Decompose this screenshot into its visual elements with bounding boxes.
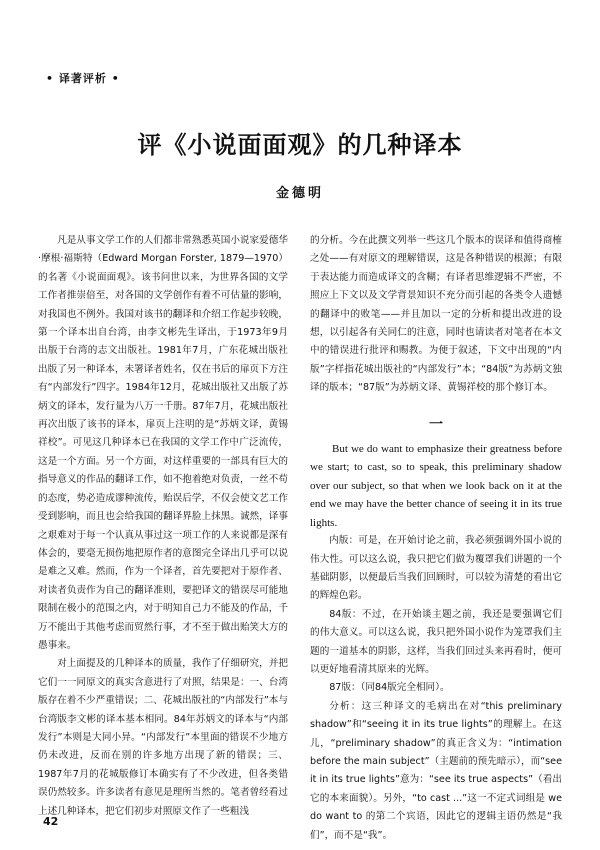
article-title: 评《小说面面观》的几种译本: [137, 130, 463, 159]
paragraph-quality-review: 对上面提及的几种译本的质量，我作了仔细研究，并把它们一一同原文的真实含意进行了对照，结果是：一、台湾版存在着不少严重错误；二、花城出版社的“内部发行”本与台湾版李文彬的译本基本相同。84年苏炳文的译本与“内部发行”本则是大同小异。“内部发行”本里面的错误不少地方仍未改进，反而在别的许多地方出现了新的错误；三、1987年7月的花城版修订本确实有了不少改进，但各类错误仍然较多。许多读者有意见是理所当然的。笔者曾经看过上述几种译本，把它们初步对照原文作了一些粗浅: [38, 658, 288, 817]
analysis-paragraph: 分析：这三种译文的毛病出在对“this preliminary shadow”和“seeing it in its true lights”的理解上。在这儿，“preliminary shadow”的真正含义为：“intimation before the main subject”（主题前的预先暗示），而“see it in its true lights”意为：“see its true aspects”（看出它的本来面貌）。另外，“to cast ...”这一不定式词组是 we do want to 的第二个宾语，因此它的逻辑主语仍然是“我们”，而不是“我”。: [310, 700, 562, 841]
translation-84ban: 84版：不过，在开始谈主题之前，我还是要强调它们的伟大意义。可以这么说，我只把外国小说作为笼罩我们主题的一道基本的阴影，这样，当我们回过头来再看时，便可以更好地看清其原来的光辉。: [310, 608, 562, 675]
english-quote: But we do want to emphasize their greatness before we start; to cast, so to speak, this preliminary shadow over our subject, so that when we look back on it at the end we may have the better chance of seeing it in its true lights.: [310, 443, 562, 529]
translation-neiban: 内版：可是，在开始讨论之前，我必须强调外国小说的伟大性。可以这么说，我只把它们做为覆罩我们讲题的一个基础阴影，以便最后当我们回顾时，可以较为清楚的看出它的辉煌色彩。: [310, 535, 562, 602]
page-number: 42: [43, 815, 59, 828]
right-column: [310, 232, 562, 845]
author-name: 金德明: [275, 186, 324, 201]
translation-87ban: 87版：（同84版完全相同）。: [329, 682, 450, 694]
left-column: [38, 232, 288, 821]
section-tag: • 译著评析 •: [46, 72, 120, 85]
section-number: 一: [429, 416, 443, 433]
paragraph-intro: 凡是从事文学工作的人们都非常熟悉英国小说家爱德华·摩根·福斯特（Edward Morgan Forster, 1879—1970）的名著《小说面面观》。该书问世以来，为世界各国的文学工作者推崇倍至，对各国的文学创作有着不可估量的影响，对我国也不例外。我国对该书的翻译和介绍工作起步较晚，第一个译本出自台湾，由李文彬先生译出，于1973年9月出版于台湾的志文出版社。1981年7月，广东花城出版社出版了另一种译本，未署译者姓名，仅在书后的扉页下方注有“内部发行”四字。1984年12月，花城出版社又出版了苏炳文的译本，发行量为八万一千册。87年7月，花城出版社再次出版了该书的译本，扉页上注明的是“苏炳文译，黄锡祥校”。可见这几种译本已在我国的文学工作中广泛流传，这是一个方面。另一个方面，对这样重要的一部具有巨大的指导意义的作品的翻译工作，如不抱着绝对负责，一丝不苟的态度，势必造成谬种流传，贻误后学，不仅会使文艺工作受到影响，而且也会给我国的翻译界脸上抹黑。诚然，译事之艰难对于每一个认真从事过这一项工作的人来说都是深有体会的，要毫无损伤地把原作者的意图完全译出几乎可以说是难之又难。然而，作为一个译者，首先要把对于原作者、对读者负责作为自己的翻译准则，要把译文的错误尽可能地限制在极小的范围之内，对于明知自己力不能及的作品，千万不能出于其他考虑而贸然行事，才不至于做出贻笑大方的愚事来。: [38, 235, 288, 651]
paragraph-continued: 的分析。今在此撰文列举一些这几个版本的误译和值得商榷之处——有对原文的理解错误，这是各种错误的根源；有限于表达能力而造成译文的含糊；有译者思维逻辑不严密，不照应上下文以及文学背景知识不充分而引起的各类令人遗憾的翻译中的败笔——并且加以一定的分析和提出改进的设想，以引起各有关同仁的注意，同时也请读者对笔者在本文中的错误进行批评和赐教。为便于叙述，下文中出现的“内版”字样指花城出版社的“内部发行”本；“84版”为苏炳文独译的版本；“87版”为苏炳文译、黄锡祥校的那个修订本。: [310, 235, 562, 394]
